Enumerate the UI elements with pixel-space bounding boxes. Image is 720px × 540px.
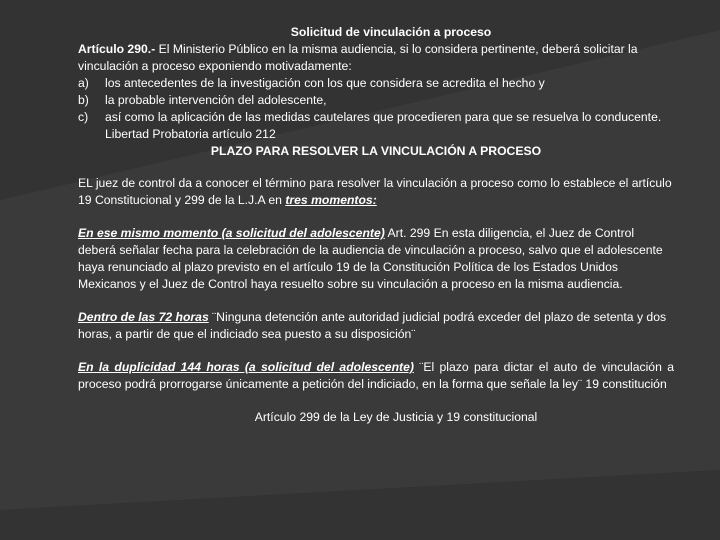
- intro-text: EL juez de control da a conocer el término para resolver la vinculación a proceso como lo establece el artículo 19 Constitucional y 299 de la L.J.A en: [78, 176, 672, 207]
- moment-two-paragraph: [78, 309, 674, 343]
- list-text: la probable intervención del adolescente,: [105, 93, 327, 107]
- article-paragraph: [78, 41, 674, 75]
- moment-three-paragraph: [78, 359, 674, 393]
- list-text: los antecedentes de la investigación con los que considera se acredita el hecho y: [105, 76, 545, 90]
- moment-three-text: ¨El plazo para dictar el auto de vinculación a proceso podrá prorrogarse únicamente a petición del indiciado, en la forma que señale la ley¨ 19 constitución: [78, 360, 674, 391]
- moment-one-text: Art. 299 En esta diligencia, el Juez de Control deberá señalar fecha para la celebración de la audiencia de vinculación a proceso, salvo que el adolescente haya renunciado al plazo previsto en el artículo 19 de la Constitución Política de los Estados Unidos Mexicanos y el Juez de Control haya resuelto sobre su vinculación a proceso en la misma audiencia.: [78, 226, 663, 291]
- moment-three-label: En la duplicidad 144 horas (a solicitud del adolescente): [78, 360, 414, 374]
- slide-title: Solicitud de vinculación a proceso: [290, 25, 492, 39]
- list-marker: c): [78, 110, 89, 124]
- moment-one-paragraph: [78, 225, 674, 293]
- article-text: El Ministerio Público en la misma audiencia, si lo considera pertinente, deberá solicitar la vinculación a proceso exponiendo motivadamente:: [78, 42, 638, 73]
- list-text: así como la aplicación de las medidas cautelares que procedieren para que se resuelva lo conducente. Libertad Probatoria artículo 212: [105, 110, 662, 141]
- list-item: [78, 92, 674, 109]
- list-item: [78, 75, 674, 92]
- intro-paragraph: [78, 175, 674, 209]
- list-marker: a): [78, 76, 89, 90]
- article-label: Artículo 290.-: [78, 42, 156, 56]
- intro-emphasis: tres momentos:: [285, 193, 377, 207]
- section-heading: PLAZO PARA RESOLVER LA VINCULACIÓN A PROCESO: [210, 144, 542, 158]
- moment-one-label: En ese mismo momento (a solicitud del adolescente): [78, 226, 385, 240]
- list-item: [78, 109, 674, 143]
- list-marker: b): [78, 93, 89, 107]
- footer-note: Artículo 299 de la Ley de Justicia y 19 constitucional: [254, 410, 538, 424]
- moment-two-text: ¨Ninguna detención ante autoridad judicial podrá exceder del plazo de setenta y dos horas, a partir de que el indiciado sea puesto a su disposición¨: [78, 310, 667, 341]
- slide-content: [78, 24, 674, 426]
- moment-two-label: Dentro de las 72 horas: [78, 310, 209, 324]
